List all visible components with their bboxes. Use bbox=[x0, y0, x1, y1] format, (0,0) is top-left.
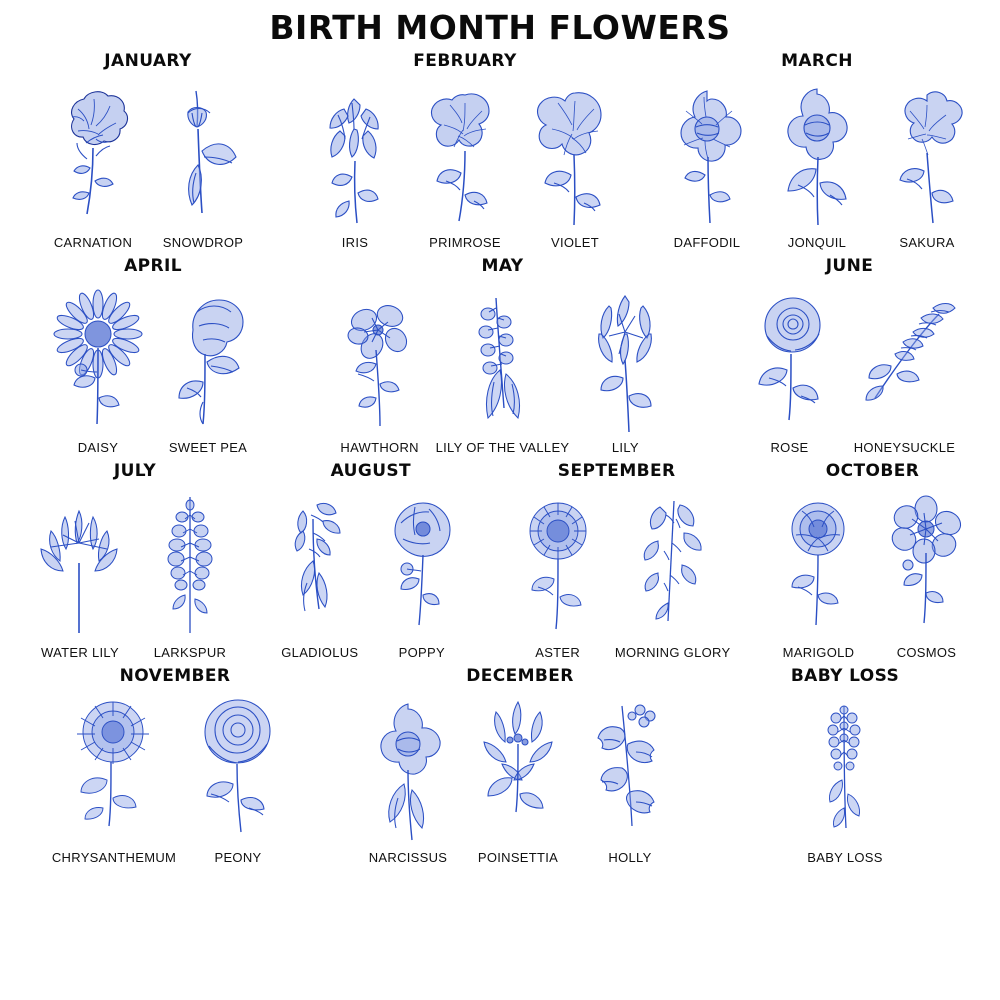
daisy-icon bbox=[43, 278, 153, 438]
sweet-pea-icon bbox=[153, 278, 263, 438]
jonquil-icon bbox=[762, 73, 872, 233]
flower-label: HONEYSUCKLE bbox=[853, 440, 956, 455]
flower-label: CARNATION bbox=[53, 235, 133, 250]
month-name: APRIL bbox=[124, 256, 182, 276]
primrose-icon bbox=[410, 73, 520, 233]
aster-icon bbox=[502, 483, 614, 643]
flower-label: HOLLY bbox=[608, 850, 652, 865]
flower-label: IRIS bbox=[341, 235, 369, 250]
marigold-icon bbox=[764, 483, 872, 643]
flower-group bbox=[43, 278, 263, 455]
narcissus-icon bbox=[354, 688, 462, 848]
hawthorn-icon bbox=[324, 278, 436, 438]
flower-item[interactable] bbox=[51, 688, 177, 865]
flower-label: JONQUIL bbox=[787, 235, 847, 250]
month-block-june bbox=[717, 256, 982, 455]
flower-label: CHRYSANTHEMUM bbox=[51, 850, 177, 865]
month-name: AUGUST bbox=[330, 461, 412, 481]
month-name: MAY bbox=[481, 256, 524, 276]
month-block-july bbox=[10, 461, 260, 660]
flower-item[interactable] bbox=[614, 483, 732, 660]
flower-label: GLADIOLUS bbox=[281, 645, 359, 660]
poinsettia-icon bbox=[462, 688, 574, 848]
flower-label: DAFFODIL bbox=[673, 235, 741, 250]
gladiolus-icon bbox=[269, 483, 371, 643]
flower-item[interactable] bbox=[762, 73, 872, 250]
flower-label: ROSE bbox=[770, 440, 809, 455]
flower-item[interactable] bbox=[354, 688, 462, 865]
flower-label: MARIGOLD bbox=[782, 645, 855, 660]
month-block-september bbox=[482, 461, 752, 660]
poppy-icon bbox=[371, 483, 473, 643]
daffodil-icon bbox=[652, 73, 762, 233]
month-name: DECEMBER bbox=[466, 666, 574, 686]
month-name: NOVEMBER bbox=[119, 666, 231, 686]
flower-item[interactable] bbox=[790, 688, 900, 865]
flower-item[interactable] bbox=[462, 688, 574, 865]
flower-label: SAKURA bbox=[899, 235, 955, 250]
flower-label: LARKSPUR bbox=[153, 645, 227, 660]
flower-label: LILY bbox=[611, 440, 639, 455]
snowdrop-icon bbox=[148, 73, 258, 233]
month-name: JULY bbox=[113, 461, 157, 481]
flower-label: PRIMROSE bbox=[429, 235, 501, 250]
flower-item[interactable] bbox=[502, 483, 614, 660]
flower-item[interactable] bbox=[38, 73, 148, 250]
flower-label: POPPY bbox=[398, 645, 445, 660]
month-name: MARCH bbox=[781, 51, 853, 71]
month-block-february bbox=[290, 51, 640, 250]
flower-item[interactable] bbox=[520, 73, 630, 250]
flower-item[interactable] bbox=[764, 483, 872, 660]
month-block-january bbox=[18, 51, 278, 250]
month-block-april bbox=[18, 256, 288, 455]
month-name: OCTOBER bbox=[825, 461, 920, 481]
month-row bbox=[0, 256, 1000, 455]
flower-group bbox=[764, 483, 980, 660]
flower-group bbox=[502, 483, 732, 660]
flower-label: SWEET PEA bbox=[168, 440, 248, 455]
water-lily-icon bbox=[25, 483, 135, 643]
flower-item[interactable] bbox=[25, 483, 135, 660]
month-block-november bbox=[30, 666, 320, 865]
flower-item[interactable] bbox=[177, 688, 299, 865]
month-row bbox=[0, 666, 1000, 865]
flower-item[interactable] bbox=[269, 483, 371, 660]
flower-label: DAISY bbox=[77, 440, 119, 455]
flower-item[interactable] bbox=[652, 73, 762, 250]
larkspur-icon bbox=[135, 483, 245, 643]
sakura-icon bbox=[872, 73, 982, 233]
chrysanthemum-icon bbox=[51, 688, 177, 848]
month-block-october bbox=[755, 461, 990, 660]
rose-icon bbox=[735, 278, 845, 438]
violet-icon bbox=[520, 73, 630, 233]
month-name: BABY LOSS bbox=[790, 666, 900, 686]
flower-item[interactable] bbox=[153, 278, 263, 455]
flower-item[interactable] bbox=[872, 73, 982, 250]
flower-group bbox=[790, 688, 900, 865]
forget-me-not-spray-icon bbox=[790, 688, 900, 848]
flower-label: ASTER bbox=[535, 645, 581, 660]
flower-label: NARCISSUS bbox=[368, 850, 448, 865]
flower-group bbox=[735, 278, 965, 455]
flower-item[interactable] bbox=[436, 278, 570, 455]
flower-label: MORNING GLORY bbox=[614, 645, 731, 660]
flower-item[interactable] bbox=[300, 73, 410, 250]
flower-label: HAWTHORN bbox=[340, 440, 419, 455]
flower-label: SNOWDROP bbox=[162, 235, 244, 250]
flower-group bbox=[324, 278, 682, 455]
flower-label: COSMOS bbox=[896, 645, 957, 660]
flower-group bbox=[25, 483, 245, 660]
flower-label: PEONY bbox=[214, 850, 262, 865]
month-row bbox=[0, 461, 1000, 660]
flower-item[interactable] bbox=[845, 278, 965, 455]
flower-label: POINSETTIA bbox=[477, 850, 559, 865]
flower-group bbox=[354, 688, 686, 865]
month-block-august bbox=[263, 461, 478, 660]
flower-group bbox=[269, 483, 473, 660]
morning-glory-icon bbox=[614, 483, 732, 643]
month-name: FEBRUARY bbox=[413, 51, 517, 71]
month-name: SEPTEMBER bbox=[557, 461, 676, 481]
month-row bbox=[0, 51, 1000, 250]
flower-item[interactable] bbox=[574, 688, 686, 865]
page-title: BIRTH MONTH FLOWERS bbox=[269, 8, 731, 47]
flower-label: BABY LOSS bbox=[807, 850, 883, 865]
flower-item[interactable] bbox=[324, 278, 436, 455]
lily-icon bbox=[569, 278, 681, 438]
lily-of-the-valley-icon bbox=[444, 278, 562, 438]
flower-item[interactable] bbox=[135, 483, 245, 660]
peony-icon bbox=[177, 688, 299, 848]
flower-label: VIOLET bbox=[550, 235, 600, 250]
flower-group bbox=[51, 688, 299, 865]
holly-icon bbox=[574, 688, 686, 848]
month-block-baby-loss bbox=[720, 666, 970, 865]
month-name: JUNE bbox=[825, 256, 874, 276]
flower-item[interactable] bbox=[735, 278, 845, 455]
carnation-icon bbox=[38, 73, 148, 233]
honeysuckle-icon bbox=[845, 278, 965, 438]
flower-item[interactable] bbox=[569, 278, 681, 455]
flower-item[interactable] bbox=[410, 73, 520, 250]
flower-group bbox=[38, 73, 258, 250]
flower-item[interactable] bbox=[43, 278, 153, 455]
month-block-december bbox=[355, 666, 685, 865]
flower-label: WATER LILY bbox=[41, 645, 119, 660]
cosmos-icon bbox=[872, 483, 980, 643]
iris-icon bbox=[300, 73, 410, 233]
flower-item[interactable] bbox=[872, 483, 980, 660]
flower-item[interactable] bbox=[148, 73, 258, 250]
month-block-may bbox=[323, 256, 683, 455]
flower-label: LILY OF THE VALLEY bbox=[435, 440, 570, 455]
month-block-march bbox=[652, 51, 982, 250]
month-name: JANUARY bbox=[104, 51, 192, 71]
flower-group bbox=[300, 73, 630, 250]
flower-group bbox=[652, 73, 982, 250]
flower-item[interactable] bbox=[371, 483, 473, 660]
